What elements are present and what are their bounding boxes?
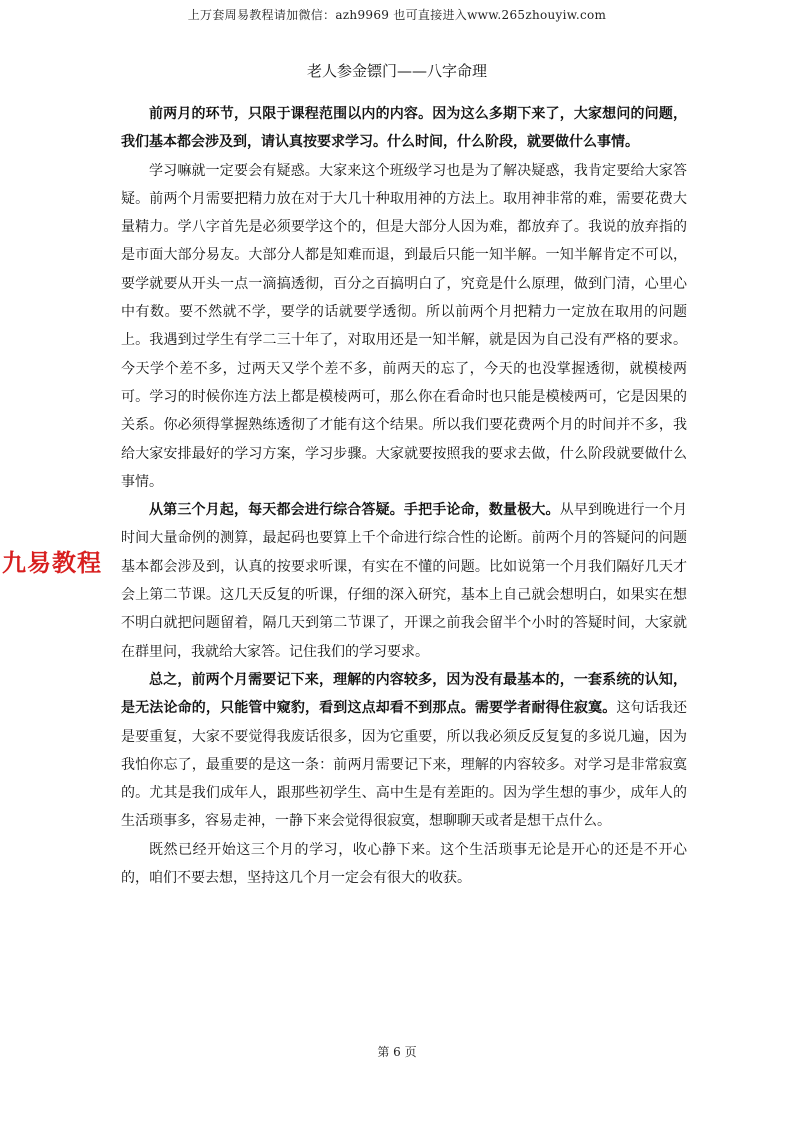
document-body [121,100,687,892]
paragraph-4 [121,666,687,836]
watermark-label: 九易教程 [2,549,102,577]
paragraph-2 [121,157,687,497]
document-title: 老人参金镖门——八字命理 [306,62,487,80]
paragraph-4-text: 这句话我还是要重复，大家不要觉得我废话很多，因为它重要，所以我必须反反复复的多说几遍，因为我怕你忘了，最重要的是这一条：前两月需要记下来，理解的内容较多。对学习是非常寂寞的。尤其是我们成年人，跟那些初学生、高中生是有差距的。因为学生想的事少，成年人的生活琐事多，容易走神，一静下来会觉得很寂寞，想聊聊天或者是想干点什么。 [121,700,688,830]
paragraph-4-bold: 总之，前两个月需要记下来，理解的内容较多，因为没有最基本的，一套系统的认知，是无法论命的，只能管中窥豹，看到这点却看不到那点。需要学者耐得住寂寞。 [121,671,687,717]
paragraph-1-bold: 前两月的环节，只限于课程范围以内的内容。因为这么多期下来了，大家想问的问题，我们基本都会涉及到，请认真按要求学习。什么时间，什么阶段，就要做什么事情。 [121,106,687,151]
paragraph-3 [121,496,687,666]
paragraph-3-bold: 从第三个月起，每天都会进行综合答疑。手把手论命，数量极大。 [149,502,560,519]
page-number: 第 6 页 [377,1045,417,1059]
header-banner: 上万套周易教程请加微信：azh9969 也可直接进入www.265zhouyiw.com [187,8,607,22]
paragraph-5-text: 既然已经开始这三个月的学习，收心静下来。这个生活琐事无论是开心的还是不开心的，咱们不要去想，坚持这几个月一定会有很大的收获。 [121,841,687,887]
paragraph-3-text: 从早到晚进行一个月时间大量命例的测算，最起码也要算上千个命进行综合性的论断。前两个月的答疑问的问题基本都会涉及到，认真的按要求听课，有实在不懂的问题。比如说第一个月我们隔好几天才会上第二节课。这几天反复的听课，仔细的深入研究，基本上自己就会想明白，如果实在想不明白就把问题留着，隔几天到第二节课了，开课之前我会留半个小时的答疑时间，大家就在群里问，我就给大家答。记住我们的学习要求。 [121,502,688,660]
paragraph-5 [121,836,687,893]
paragraph-1 [121,100,687,157]
paragraph-2-text: 学习嘛就一定要会有疑惑。大家来这个班级学习也是为了解决疑惑，我肯定要给大家答疑。前两个月需要把精力放在对于大几十种取用神的方法上。取用神非常的难，需要花费大量精力。学八字首先是必须要学这个的，但是大部分人因为难，都放弃了。我说的放弃指的是市面大部分易友。大部分人都是知难而退，到最后只能一知半解。一知半解肯定不可以，要学就要从开头一点一滴搞透彻，百分之百搞明白了，究竟是什么原理，做到门清，心里心中有数。要不然就不学，要学的话就要学透彻。所以前两个月把精力一定放在取用的问题上。我遇到过学生有学二三十年了，对取用还是一知半解，就是因为自己没有严格的要求。今天学个差不多，过两天又学个差不多，前两天的忘了，今天的也没掌握透彻，就模棱两可。学习的时候你连方法上都是模棱两可，那么你在看命时也只能是模棱两可，它是因果的关系。你必须得掌握熟练透彻了才能有这个结果。所以我们要花费两个月的时间并不多，我给大家安排最好的学习方案，学习步骤。大家就要按照我的要求去做，什么阶段就要做什么事情。 [121,162,687,490]
